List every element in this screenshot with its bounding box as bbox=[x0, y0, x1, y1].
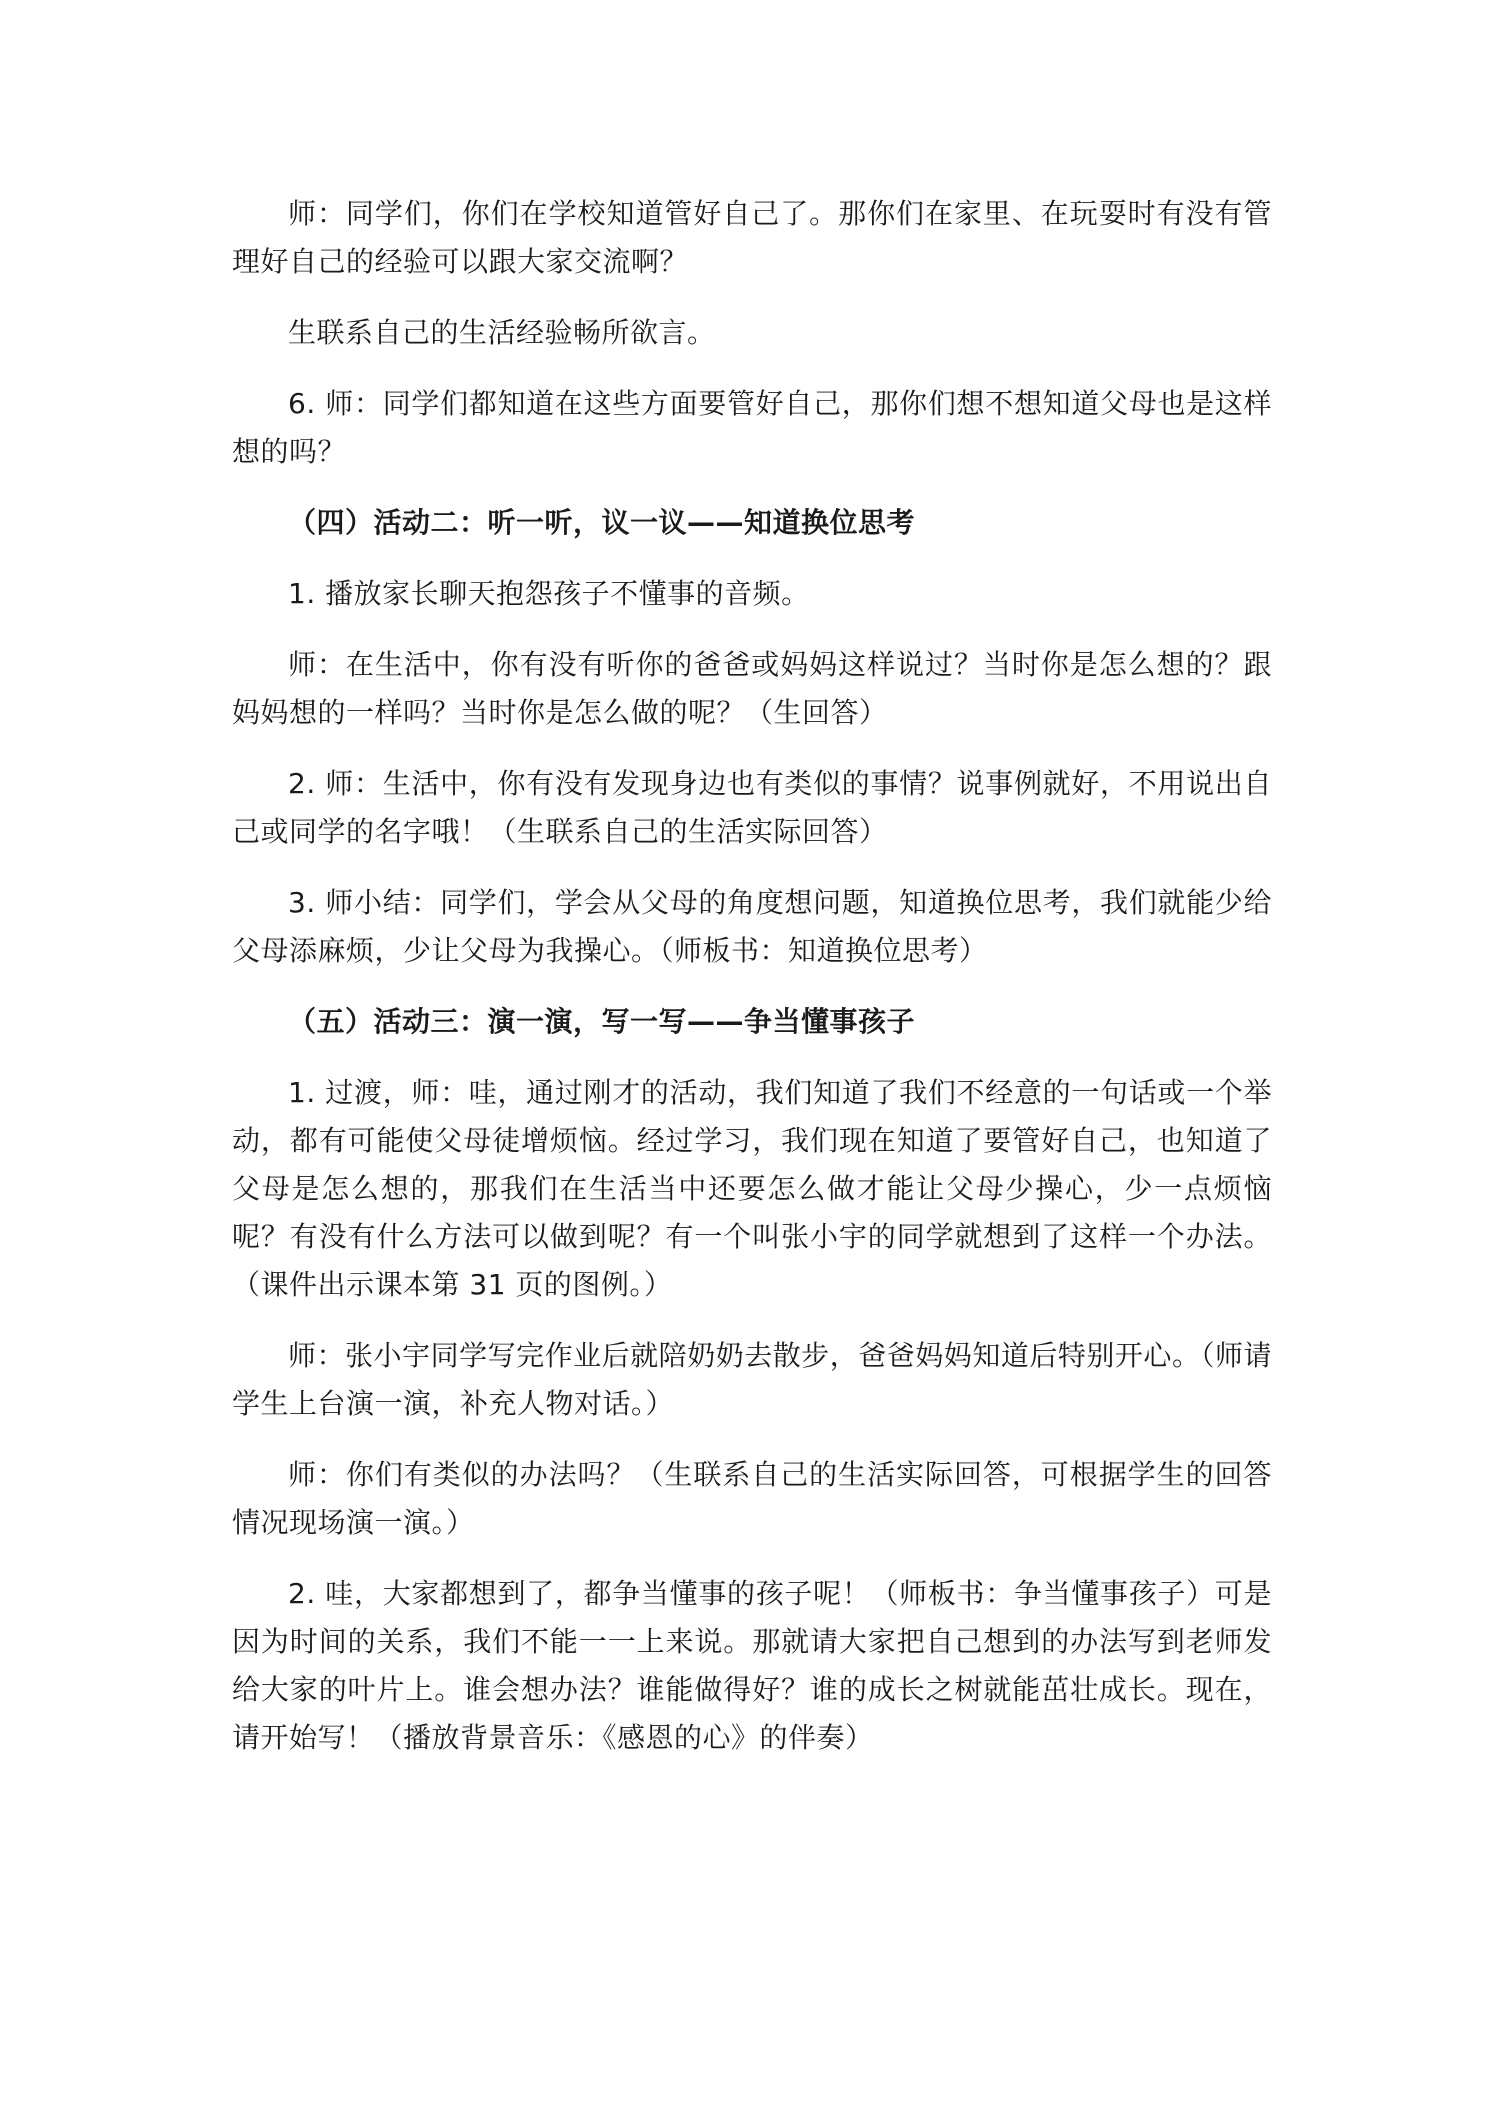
paragraph-step-1-audio: 1. 播放家长聊天抱怨孩子不懂事的音频。 bbox=[288, 577, 810, 610]
section-heading-activity-3: （五）活动三：演一演，写一写——争当懂事孩子 bbox=[288, 1005, 916, 1038]
paragraph-step-3-summary: 3. 师小结：同学们，学会从父母的角度想问题，知道换位思考，我们就能少给父母添麻烦，少让父母为我操心。（师板书：知道换位思考） bbox=[232, 886, 1272, 967]
paragraph-transition: 1. 过渡，师：哇，通过刚才的活动，我们知道了我们不经意的一句话或一个举动，都有可能使父母徒增烦恼。经过学习，我们现在知道了要管好自己，也知道了父母是怎么想的，那我们在生活当中还要怎么做才能让父母少操心，少一点烦恼呢？有没有什么方法可以做到呢？有一个叫张小宇的同学就想到了这样一个办法。（课件出示课本第 31 页的图例。） bbox=[232, 1076, 1272, 1301]
paragraph-teacher-ask: 师：在生活中，你有没有听你的爸爸或妈妈这样说过？当时你是怎么想的？跟妈妈想的一样吗？当时你是怎么做的呢？（生回答） bbox=[232, 648, 1272, 729]
paragraph-zhang-xiaoyu: 师：张小宇同学写完作业后就陪奶奶去散步，爸爸妈妈知道后特别开心。（师请学生上台演一演，补充人物对话。） bbox=[232, 1339, 1272, 1420]
paragraph-step-2-writing: 2. 哇，大家都想到了，都争当懂事的孩子呢！（师板书：争当懂事孩子）可是因为时间的关系，我们不能一一上来说。那就请大家把自己想到的办法写到老师发给大家的叶片上。谁会想办法？谁能做得好？谁的成长之树就能茁壮成长。现在，请开始写！（播放背景音乐：《感恩的心》的伴奏） bbox=[232, 1577, 1272, 1754]
paragraph-similar-methods: 师：你们有类似的办法吗？（生联系自己的生活实际回答，可根据学生的回答情况现场演一演。） bbox=[232, 1458, 1272, 1539]
section-heading-activity-2: （四）活动二：听一听，议一议——知道换位思考 bbox=[288, 506, 916, 539]
paragraph-teacher-question: 师：同学们，你们在学校知道管好自己了。那你们在家里、在玩耍时有没有管理好自己的经验可以跟大家交流啊？ bbox=[232, 197, 1272, 278]
document-page bbox=[232, 190, 1272, 1762]
paragraph-step-2: 2. 师：生活中，你有没有发现身边也有类似的事情？说事例就好，不用说出自己或同学的名字哦！（生联系自己的生活实际回答） bbox=[232, 767, 1272, 848]
paragraph-step-6: 6. 师：同学们都知道在这些方面要管好自己，那你们想不想知道父母也是这样想的吗？ bbox=[232, 387, 1272, 468]
paragraph-student-response: 生联系自己的生活经验畅所欲言。 bbox=[288, 316, 716, 349]
